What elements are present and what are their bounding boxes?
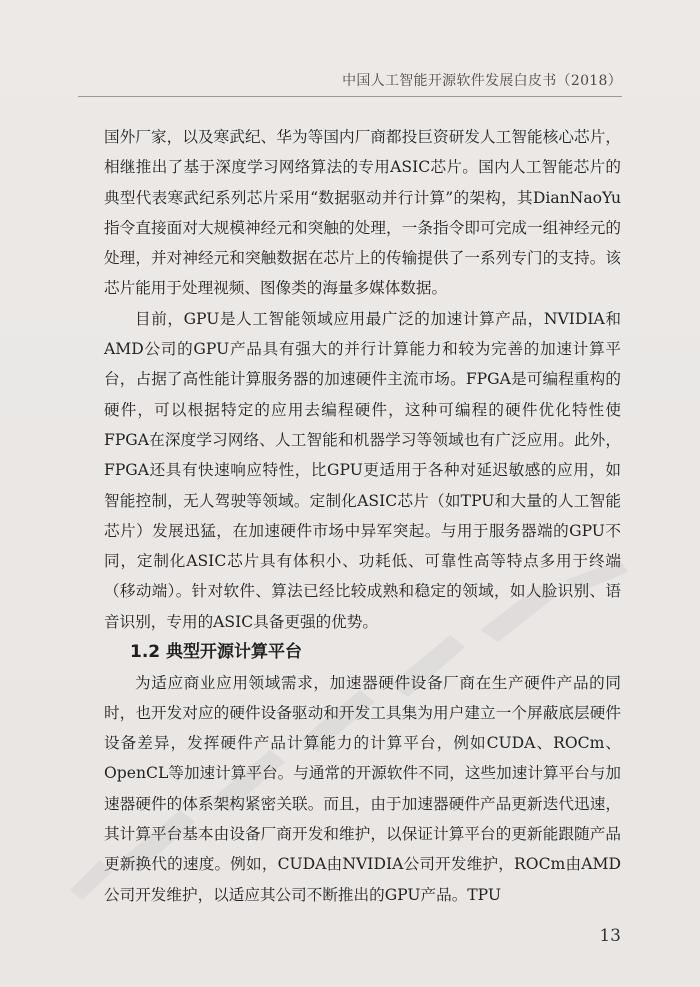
section-heading: 1.2 典型开源计算平台: [130, 642, 303, 663]
body-paragraph: 目前，GPU是人工智能领域应用最广泛的加速计算产品，NVIDIA和AMD公司的GPU产品具有强大的并行计算能力和较为完善的加速计算平台，占据了高性能计算服务器的加速硬件主流市场。FPGA是可编程重构的硬件，可以根据特定的应用去编程硬件，这种可编程的硬件优化特性使FPGA在深度学习网络、人工智能和机器学习等领域也有广泛应用。此外，FPGA还具有快速响应特性，比GPU更适用于各种对延迟敏感的应用，如智能控制，无人驾驶等领域。定制化ASIC芯片（如TPU和大量的人工智能芯片）发展迅猛，在加速硬件市场中异军突起。与用于服务器端的GPU不同，定制化ASIC芯片具有体积小、功耗低、可靠性高等特点多用于终端（移动端）。针对软件、算法已经比较成熟和稳定的领域，如人脸识别、语音识别，专用的ASIC具备更强的优势。: [104, 309, 621, 631]
header-divider: [78, 96, 622, 97]
page-number: 13: [599, 926, 621, 946]
body-paragraph: 国外厂家，以及寒武纪、华为等国内厂商都投巨资研发人工智能核心芯片，相继推出了基于深度学习网络算法的专用ASIC芯片。国内人工智能芯片的典型代表寒武纪系列芯片采用“数据驱动并行计算”的架构，其DianNaoYu指令直接面对大规模神经元和突触的处理，一条指令即可完成一组神经元的处理，并对神经元和突触数据在芯片上的传输提供了一系列专门的支持。该芯片能用于处理视频、图像类的海量多媒体数据。: [104, 128, 621, 298]
section-paragraph: 为适应商业应用领域需求，加速器硬件设备厂商在生产硬件产品的同时，也开发对应的硬件设备驱动和开发工具集为用户建立一个屏蔽底层硬件设备差异，发挥硬件产品计算能力的计算平台，例如CUDA、ROCm、OpenCL等加速计算平台。与通常的开源软件不同，这些加速计算平台与加速器硬件的体系架构紧密关联。而且，由于加速器硬件产品更新迭代迅速，其计算平台基本由设备厂商开发和维护，以保证计算平台的更新能跟随产品更新换代的速度。例如，CUDA由NVIDIA公司开发维护，ROCm由AMD公司开发维护，以适应其公司不断推出的GPU产品。TPU: [104, 673, 621, 904]
body-text: [104, 122, 621, 910]
running-header-title: 中国人工智能开源软件发展白皮书（2018）: [342, 73, 622, 89]
